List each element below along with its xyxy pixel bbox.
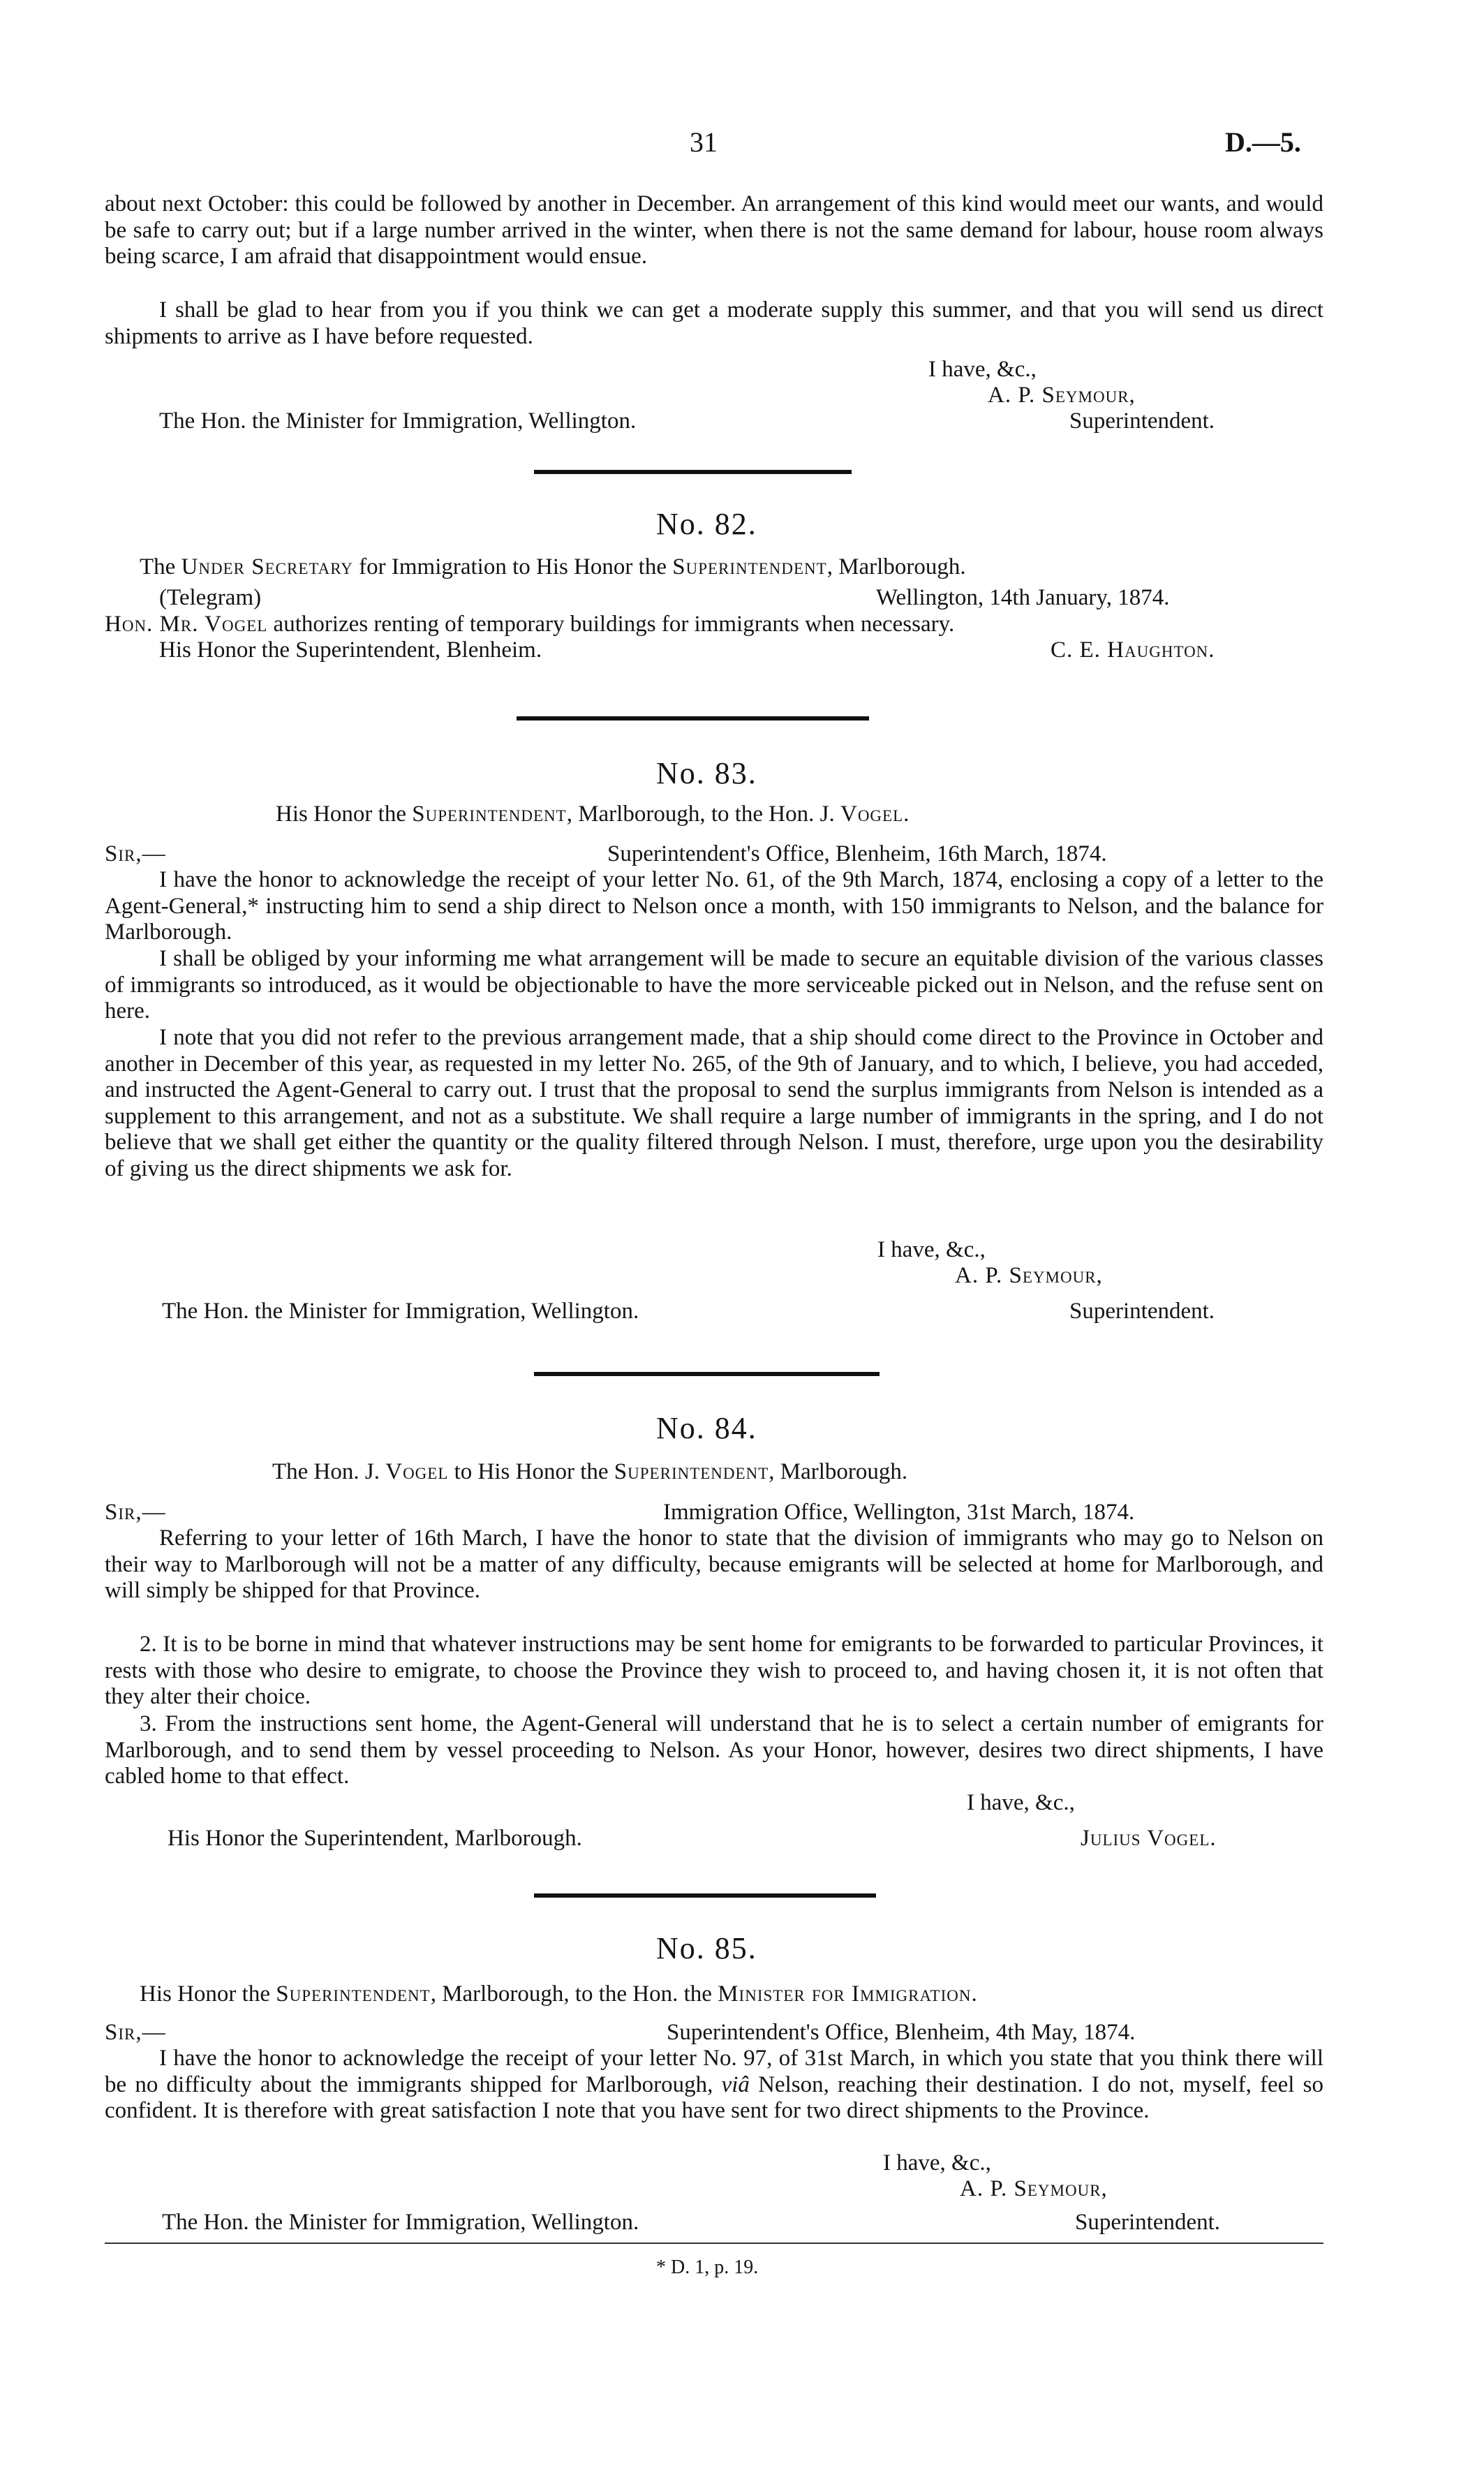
heading-sender: Vogel xyxy=(385,1459,449,1484)
paragraph-text: Referring to your letter of 16th March, I have the honor to state that the division of immigrants who may go to Nelson on their way to Marlborough will not be a matter of any difficulty, because emigrants will be selected at home for Marlborough, and will simply be shipped for that Province. xyxy=(105,1526,1323,1603)
heading-text: . xyxy=(903,802,910,827)
letter-83-addressee: The Hon. the Minister for Immigration, Wellington. xyxy=(162,1299,639,1324)
salutation-text: Sir,— xyxy=(105,1500,166,1525)
letter-85-title: Superintendent. xyxy=(1075,2210,1221,2235)
letter-84-paragraph-2 xyxy=(105,1632,1323,1711)
heading-sender: Under Secretary xyxy=(181,554,353,579)
heading-text: His Honor the xyxy=(140,1981,270,2007)
letter-82-heading xyxy=(140,554,966,580)
letter-82-signature xyxy=(1051,637,1215,663)
intro-paragraph-2-text: I shall be glad to hear from you if you think we can get a moderate supply this summer, and that you will send us direct shipments to arrive as I have before requested. xyxy=(105,297,1323,349)
intro-closing: I have, &c., xyxy=(928,357,1037,382)
paragraph-text: 2. It is to be borne in mind that whatever instructions may be sent home for emigrants to be forwarded to particular Provinces, it rests with those who desire to emigrate, to choose the Province they wish to proceed to, and having chosen it, it is not often that they alter their choice. xyxy=(105,1632,1323,1709)
paragraph-text: I have the honor to acknowledge the receipt of your letter No. 61, of the 9th March, 1874, enclosing a copy of a letter to the Agent-General,* instructing him to send a ship direct to Nelson once a month, with 150 immigrants to Nelson, and the balance for Marlborough. xyxy=(105,867,1323,945)
page-number: 31 xyxy=(690,126,718,158)
heading-text: The Hon. J. xyxy=(272,1459,380,1484)
signature-text: Julius Vogel. xyxy=(1081,1826,1217,1851)
letter-82-dateline: Wellington, 14th January, 1874. xyxy=(876,585,1170,610)
letter-84-addressee: His Honor the Superintendent, Marlborough. xyxy=(168,1826,582,1851)
section-divider xyxy=(534,470,852,474)
heading-text: , Marlborough, to the Hon. the xyxy=(430,1981,712,2007)
footnote: * D. 1, p. 19. xyxy=(656,2256,759,2278)
document-reference: D.—5. xyxy=(1225,126,1301,158)
letter-84-dateline: Immigration Office, Wellington, 31st March, 1874. xyxy=(663,1500,1135,1525)
paragraph-text: I shall be obliged by your informing me what arrangement will be made to secure an equitable division of the various classes of immigrants so introduced, as it would be objectionable to have the more serviceable picked out in Nelson, and the refuse sent on here. xyxy=(105,946,1323,1024)
letter-85-number: No. 85. xyxy=(656,1931,757,1965)
letter-83-number: No. 83. xyxy=(656,756,757,790)
letter-83-salutation xyxy=(105,841,166,867)
heading-recipient: Vogel xyxy=(840,802,904,827)
heading-sender: Superintendent xyxy=(276,1981,431,2007)
letter-83-closing: I have, &c., xyxy=(877,1237,986,1262)
heading-recipient: Minister for Immigration xyxy=(718,1981,972,2007)
intro-paragraph-1: about next October: this could be followed by another in December. An arrangement of this kind would meet our wants, and would be safe to carry out; but if a large number arrived in the winter, when there is not the same demand for labour, house room always being scarce, I am afraid that disappointment would ensue. xyxy=(105,191,1323,269)
signature-text: A. P. Seymour, xyxy=(960,2176,1108,2201)
letter-84-salutation xyxy=(105,1500,166,1526)
heading-text: His Honor the xyxy=(276,802,406,827)
intro-paragraph-2 xyxy=(105,297,1323,350)
paragraph-text: Nelson, reaching their destination. I do not, myself, feel so confident. It is therefore with great satisfaction I note that you have sent for two direct shipments to the Province. xyxy=(105,2071,1324,2123)
paragraph-italic: viâ xyxy=(721,2071,750,2097)
letter-85-paragraph-1 xyxy=(105,2046,1323,2125)
paragraph-text: I have the honor to acknowledge the receipt of your letter No. 97, of 31st March, in which you state that you think there will be no difficulty about the immigrants shipped for Marlborough, xyxy=(105,2046,1323,2097)
letter-83-paragraph-3 xyxy=(105,1025,1323,1182)
letter-85-addressee: The Hon. the Minister for Immigration, Wellington. xyxy=(162,2210,639,2235)
salutation-text: Sir,— xyxy=(105,2020,166,2045)
letter-85-closing: I have, &c., xyxy=(883,2150,991,2176)
letter-85-signature xyxy=(960,2176,1108,2202)
letter-83-paragraph-2 xyxy=(105,946,1323,1025)
intro-signature xyxy=(988,383,1136,408)
heading-text: The xyxy=(140,554,176,579)
heading-text: , Marlborough. xyxy=(826,554,966,579)
paragraph-text: 3. From the instructions sent home, the Agent-General will understand that he is to select a certain number of emigrants for Marlborough, and to send them by vessel proceeding to Nelson. As your Honor, however, desires two direct shipments, I have cabled home to that effect. xyxy=(105,1711,1323,1789)
letter-85-heading xyxy=(140,1981,977,2007)
letter-82-body xyxy=(105,612,954,637)
intro-title: Superintendent. xyxy=(1069,408,1215,434)
signature-text: C. E. Haughton. xyxy=(1051,637,1215,663)
letter-82-addressee: His Honor the Superintendent, Blenheim. xyxy=(159,637,542,663)
letter-83-signature xyxy=(955,1263,1103,1289)
heading-text: for Immigration to His Honor the xyxy=(359,554,667,579)
letter-83-heading xyxy=(276,802,909,827)
section-divider xyxy=(517,716,869,721)
letter-84-paragraph-3 xyxy=(105,1711,1323,1790)
letter-85-dateline: Superintendent's Office, Blenheim, 4th May, 1874. xyxy=(667,2020,1136,2045)
heading-recipient: Superintendent xyxy=(614,1459,769,1484)
letter-84-signature xyxy=(1081,1826,1217,1852)
intro-addressee: The Hon. the Minister for Immigration, Wellington. xyxy=(159,408,637,434)
letter-84-heading xyxy=(272,1459,907,1485)
heading-recipient: Superintendent xyxy=(672,554,827,579)
paragraph-text: I note that you did not refer to the previous arrangement made, that a ship should come direct to the Province in October and another in December of this year, as requested in my letter No. 265, of the 9th of January, and to which, I believe, you had acceded, and instructed the Agent-General to carry out. I trust that the proposal to send the surplus immigrants from Nelson is intended as a supplement to this arrangement, and not as a substitute. We shall require a large number of immigrants in the spring, and I do not believe that we shall get either the quantity or the quality filtered through Nelson. I must, therefore, urge upon you the desirability of giving us the direct shipments we ask for. xyxy=(105,1025,1323,1181)
heading-sender: Superintendent xyxy=(412,802,567,827)
letter-85-salutation xyxy=(105,2020,166,2046)
heading-text: , Marlborough. xyxy=(769,1459,908,1484)
salutation-text: Sir,— xyxy=(105,841,166,866)
letter-84-closing: I have, &c., xyxy=(967,1790,1075,1815)
letter-84-number: No. 84. xyxy=(656,1411,757,1445)
heading-text: , Marlborough, to the Hon. J. xyxy=(566,802,835,827)
letter-83-title: Superintendent. xyxy=(1069,1299,1215,1324)
heading-text: to His Honor the xyxy=(454,1459,609,1484)
footnote-rule xyxy=(105,2243,1323,2244)
body-text: authorizes renting of temporary buildings for immigrants when necessary. xyxy=(267,612,955,637)
section-divider xyxy=(534,1893,876,1898)
letter-82-kind: (Telegram) xyxy=(159,585,262,610)
heading-text: . xyxy=(971,1981,977,2007)
section-divider xyxy=(534,1372,880,1376)
letter-84-paragraph-1 xyxy=(105,1526,1323,1604)
intro-signature-text: A. P. Seymour, xyxy=(988,383,1136,408)
signature-text: A. P. Seymour, xyxy=(955,1263,1103,1288)
letter-82-number: No. 82. xyxy=(656,507,757,541)
body-name: Hon. Mr. Vogel xyxy=(105,612,268,637)
letter-83-dateline: Superintendent's Office, Blenheim, 16th March, 1874. xyxy=(607,841,1107,866)
letter-83-paragraph-1 xyxy=(105,867,1323,946)
